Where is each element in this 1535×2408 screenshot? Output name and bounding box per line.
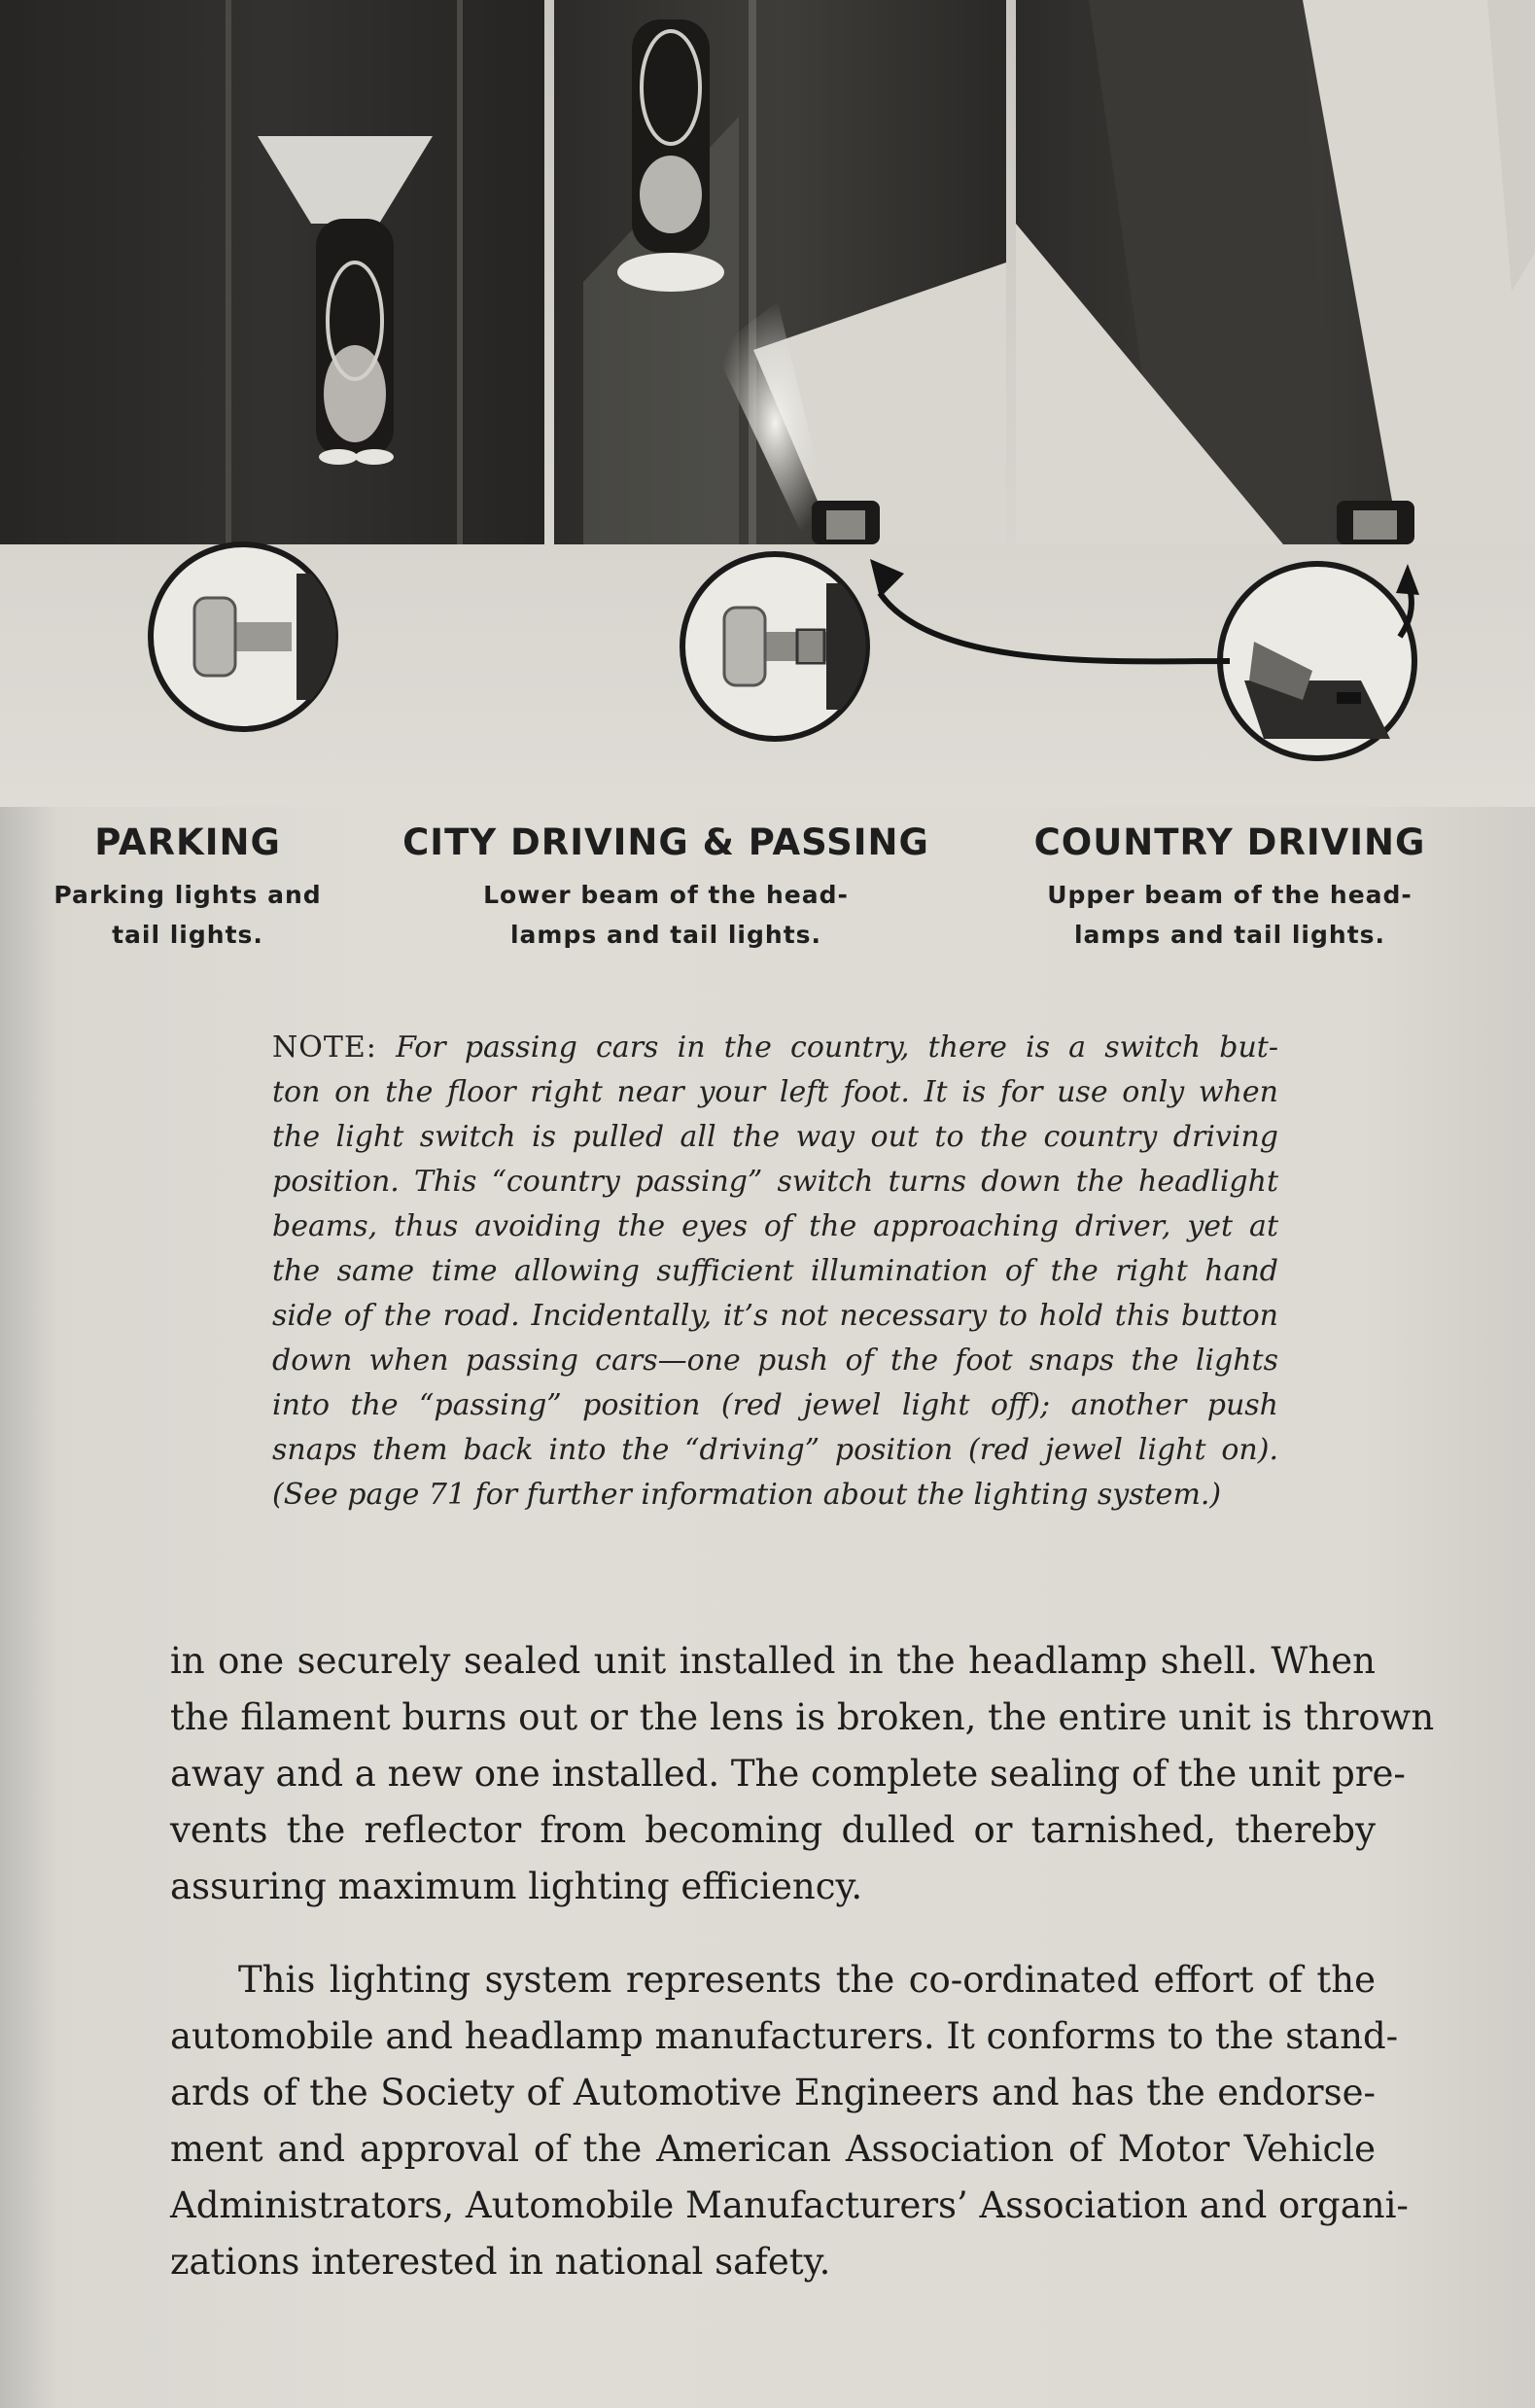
lighting-illustration [0,0,1535,807]
note-line: position. This “country passing” switch turns down the headlight [272,1165,1278,1199]
foot-dimmer-inset [1220,564,1414,758]
body-line: vents the reflector from becoming dulled or tarnished, thereby [170,1809,1376,1851]
note-label: NOTE: [272,1030,377,1064]
body-line: ards of the Society of Automotive Engineers and has the endorse- [170,2072,1376,2113]
body-text [170,1633,1435,2290]
note-line: (See page 71 for further information about the lighting system.) [272,1478,1222,1512]
caption-city-driving [384,821,948,955]
note-line: ton on the floor right near your left foot. It is for use only when [272,1075,1278,1109]
note-line: into the “passing” position (red jewel light off); another push [272,1388,1278,1422]
body-line: zations interested in national safety. [170,2241,831,2283]
body-line: ment and approval of the American Association of Motor Vehicle [170,2128,1376,2170]
note-line: the light switch is pulled all the way out to the country driving [272,1120,1278,1154]
paragraph-1 [170,1633,1435,1915]
note-line: the same time allowing sufficient illumination of the right hand [272,1254,1278,1288]
headlight-beam-diagram [0,0,1535,807]
parking-switch-inset [151,544,336,729]
caption-parking [27,821,348,955]
caption-heading: COUNTRY DRIVING [1033,821,1426,863]
caption-heading: CITY DRIVING & PASSING [402,821,929,863]
body-line: the filament burns out or the lens is broken, the entire unit is thrown [170,1696,1435,1738]
note-line: NOTE: For passing cars in the country, there is a switch but- [272,1030,1278,1064]
note-line: beams, thus avoiding the eyes of the approaching driver, yet at [272,1209,1278,1243]
city-road-panel [554,0,1006,544]
caption-description: Lower beam of the head- lamps and tail lights. [483,881,849,949]
country-road-panel [1016,0,1535,544]
city-switch-inset [682,554,867,739]
caption-description: Parking lights and tail lights. [53,881,322,949]
body-line: assuring maximum lighting efficiency. [170,1866,863,1907]
body-line: This lighting system represents the co-ordinated effort of the [238,1959,1376,2001]
parking-road-panel [0,0,544,544]
note-block [272,1026,1278,1518]
caption-description: Upper beam of the head- lamps and tail lights. [1047,881,1413,949]
caption-heading: PARKING [94,821,281,863]
body-line: Administrators, Automobile Manufacturers’ Association and organi- [170,2184,1409,2226]
body-line: away and a new one installed. The complete sealing of the unit pre- [170,1753,1406,1795]
body-line: automobile and headlamp manufacturers. It conforms to the stand- [170,2015,1399,2057]
note-line: down when passing cars—one push of the foot snaps the lights [272,1344,1278,1378]
body-line: in one securely sealed unit installed in the headlamp shell. When [170,1640,1376,1682]
caption-country-driving [1011,821,1448,955]
note-line: side of the road. Incidentally, it’s not necessary to hold this button [272,1299,1278,1333]
note-line: snaps them back into the “driving” position (red jewel light on). [272,1433,1278,1467]
paragraph-2 [170,1952,1409,2290]
